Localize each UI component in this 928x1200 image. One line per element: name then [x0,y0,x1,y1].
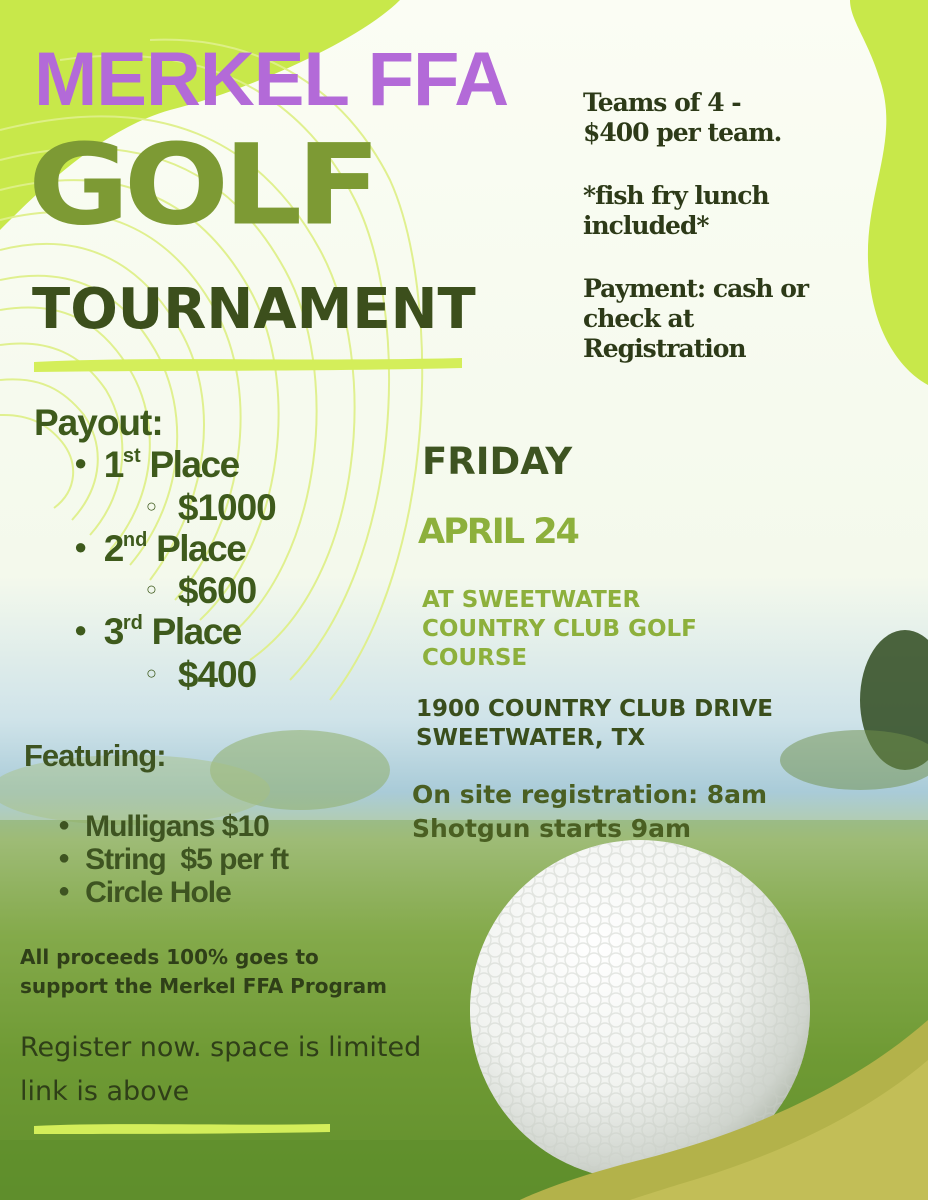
place-3 [74,613,241,650]
place-number: 2 [103,528,123,569]
event-title: GOLF [28,121,375,251]
payment-line2: check at [583,304,694,333]
bullet-icon: ● [74,534,86,560]
venue-line3: COURSE [422,645,528,671]
circle-bullet-icon: ○ [146,496,156,517]
place-suffix: nd [122,529,148,551]
address-line2: SWEETWATER, TX [416,725,646,751]
prize-1 [146,489,276,526]
place-number: 1 [103,444,123,485]
venue-line2: COUNTRY CLUB GOLF [422,616,697,642]
prize-amount: $400 [177,654,257,695]
prize-3 [146,656,256,693]
place-suffix: st [122,445,141,467]
register-note [20,1026,421,1114]
place-2 [74,530,245,567]
shotgun-time: Shotgun starts 9am [412,814,692,843]
place-1 [74,446,239,483]
feature-item: ● Circle Hole [58,876,231,909]
feature-item: ● String $5 per ft [58,843,289,876]
proceeds-line2: support the Merkel FFA Program [20,974,387,998]
prize-amount: $600 [177,570,257,611]
event-day: FRIDAY [422,440,573,483]
venue-line1: AT SWEETWATER [422,587,641,613]
bullet-icon: ● [58,814,70,837]
place-suffix: rd [122,612,143,634]
register-line1: Register now. space is limited [20,1032,422,1063]
event-date: APRIL 24 [418,512,578,552]
place-label: Place [156,528,246,569]
lunch-line1: *fish fry lunch [583,181,769,210]
place-number: 3 [103,611,123,652]
bullet-icon: ● [58,880,70,903]
feature-item: ● Mulligans $10 [58,810,269,843]
venue [422,586,697,673]
circle-bullet-icon: ○ [146,579,156,600]
payout-title: Payout: [34,402,163,443]
bullet-icon: ● [58,847,70,870]
teams-line1: Teams of 4 - [583,88,741,117]
register-line2: link is above [20,1076,190,1107]
prize-2 [146,572,256,609]
proceeds-line1: All proceeds 100% goes to [20,945,319,969]
prize-amount: $1000 [177,487,276,528]
place-label: Place [149,444,239,485]
address [416,695,773,753]
lunch-line2: included* [583,211,709,240]
event-type-title: TOURNAMENT [32,277,476,342]
circle-bullet-icon: ○ [146,663,156,684]
payment-line1: Payment: cash or [583,274,809,303]
featuring-title: Featuring: [24,738,166,773]
org-title: MERKEL FFA [34,37,509,122]
proceeds-note [20,943,387,1001]
bullet-icon: ● [74,617,86,643]
place-label: Place [151,611,241,652]
bullet-icon: ● [74,450,86,476]
registration-time: On site registration: 8am [412,780,768,809]
team-info [583,88,913,364]
teams-line2: $400 per team. [583,118,782,147]
schedule [412,778,767,846]
payment-line3: Registration [583,334,746,363]
address-line1: 1900 COUNTRY CLUB DRIVE [416,696,773,722]
